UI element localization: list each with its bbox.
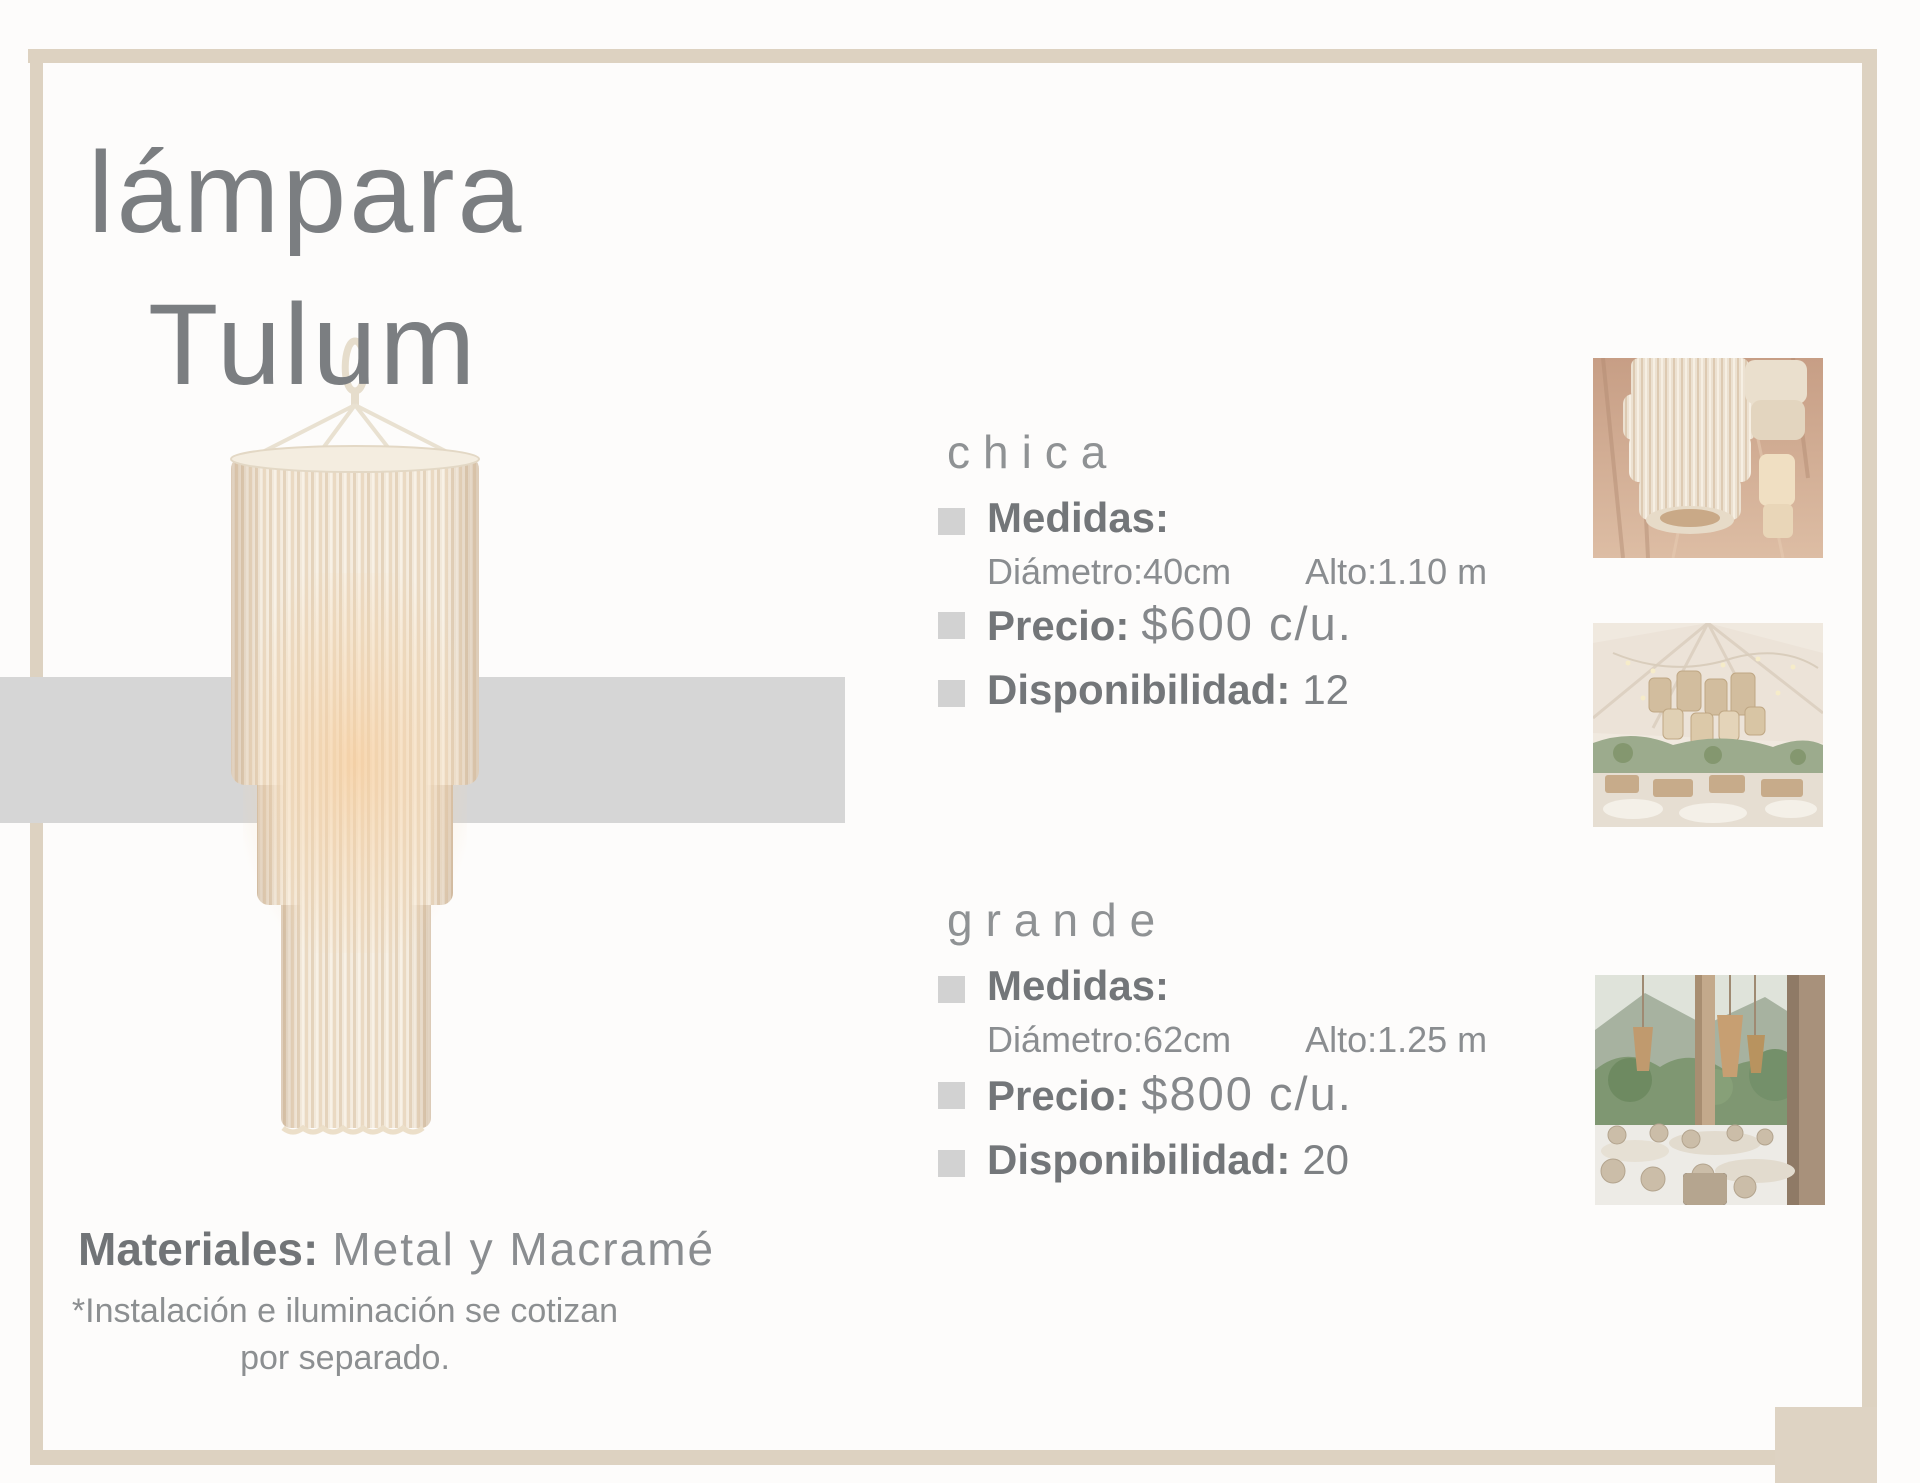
- grande-precio-row: [987, 1066, 1353, 1121]
- chica-precio-row: [987, 596, 1353, 651]
- grande-dimensions: [987, 1019, 1487, 1061]
- materials-value: Metal y Macramé: [332, 1223, 716, 1275]
- chica-disponibilidad-value: 12: [1302, 666, 1350, 713]
- section-name-chica: chica: [947, 426, 1120, 478]
- chica-dimensions: [987, 551, 1487, 593]
- grande-disponibilidad-label: Disponibilidad:: [987, 1136, 1291, 1183]
- chica-disponibilidad-row: [987, 666, 1349, 714]
- tulum-lamp-product-image: [213, 333, 498, 1138]
- bullet-square-icon: [938, 680, 965, 707]
- grande-medidas-label: Medidas:: [987, 962, 1170, 1009]
- frame-border-right: [1862, 49, 1877, 1414]
- page-title-line2: Tulum: [148, 281, 479, 409]
- grande-precio-value: $800 c/u.: [1141, 1067, 1353, 1120]
- bullet-square-icon: [938, 508, 965, 535]
- materials-label: Materiales:: [78, 1223, 319, 1275]
- footnote-line2: por separado.: [240, 1338, 450, 1377]
- chica-disponibilidad-label: Disponibilidad:: [987, 666, 1291, 713]
- photo-event-tent-chandeliers: [1593, 623, 1823, 827]
- frame-border-top: [28, 49, 1877, 63]
- grande-alto: Alto:1.25 m: [1305, 1019, 1488, 1060]
- corner-accent-square: [1775, 1407, 1877, 1483]
- chica-precio-label: Precio:: [987, 602, 1130, 649]
- bullet-square-icon: [938, 976, 965, 1003]
- photo-chandelier-closeup: [1593, 358, 1823, 558]
- page-title-line1: lámpara: [88, 129, 525, 257]
- grande-disponibilidad-value: 20: [1302, 1136, 1350, 1183]
- section-name-grande: grande: [947, 894, 1169, 946]
- grande-precio-label: Precio:: [987, 1072, 1130, 1119]
- frame-border-bottom: [30, 1450, 1775, 1465]
- chica-medidas-label: Medidas:: [987, 494, 1170, 541]
- chica-diametro: Diámetro:40cm: [987, 551, 1232, 592]
- grande-diametro: Diámetro:62cm: [987, 1019, 1232, 1060]
- bullet-square-icon: [938, 612, 965, 639]
- footnote-line1: *Instalación e iluminación se cotizan: [71, 1292, 619, 1330]
- chica-alto: Alto:1.10 m: [1305, 551, 1488, 592]
- chica-precio-value: $600 c/u.: [1141, 597, 1353, 650]
- installation-footnote: [65, 1288, 625, 1382]
- grande-disponibilidad-row: [987, 1136, 1349, 1184]
- photo-terrace-restaurant: [1595, 975, 1825, 1205]
- bullet-square-icon: [938, 1150, 965, 1177]
- materials-line: [78, 1222, 715, 1276]
- bullet-square-icon: [938, 1082, 965, 1109]
